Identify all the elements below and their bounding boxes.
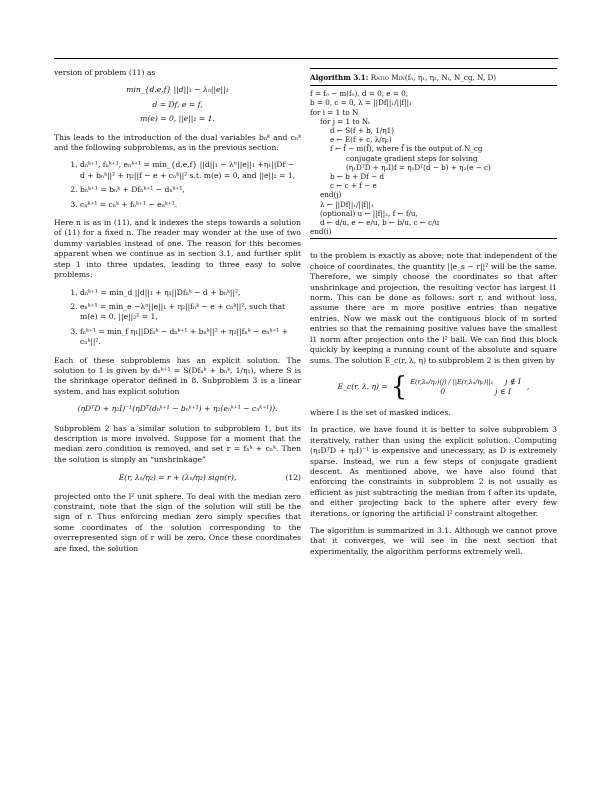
intro-text: version of problem (11) as xyxy=(54,68,156,77)
algorithm-box xyxy=(310,68,557,239)
equation-12-body: E(r, λₙ/η₂) = r + (λₙ/η₂) sign(r), xyxy=(118,473,237,483)
list-item: 2. eₙᵏ⁺¹ = min_e −λⁿ||e||₁ + η₂||fₙᵏ − e + cₙᵏ||², such that m(e) = 0, ||e||₂² = 1, xyxy=(80,302,301,323)
equation-constraint-2: m(e) = 0, ||e||₂ = 1. xyxy=(140,114,215,124)
case-row xyxy=(410,387,521,397)
algorithm-line: conjugate gradient steps for solving xyxy=(346,153,478,163)
algorithm-line: c ← c + f − e xyxy=(330,181,377,191)
algorithm-line: λ ← ||Df||₁/||f||₁ xyxy=(320,199,374,209)
paragraph-each: Each of these subproblems has an explicit solution. The solution to 1 is given by dₙᵏ⁺¹ = S(Dfₙᵏ + bₙᵏ, 1/η₁), where S is the shrinkage operator defined in 8. Subproblem 3 is a linear system, and has explicit solution xyxy=(54,355,301,396)
equation-cases xyxy=(310,371,557,402)
case-value: E(r,λₙ/η₂)(j) / ||E(r,λₙ/η₂)||₂ xyxy=(410,377,494,386)
case-value: 0 xyxy=(440,386,446,396)
algorithm-name: Ratio Min xyxy=(370,73,405,82)
paragraph-dual: This leads to the introduction of the dual variables bₙᵏ and cₙᵏ and the following subproblems, as in the previous section: xyxy=(54,132,301,153)
algorithm-args: (f₀, η₁, η₂, Nₜ, N_cg, N, D) xyxy=(404,73,497,82)
algorithm-line: d ← S(f + b, 1/η1) xyxy=(330,126,395,136)
list-item: 2. bₙᵏ⁺¹ = bₙᵏ + Dfₙᵏ⁺¹ − dₙᵏ⁺¹, xyxy=(80,185,301,195)
cases-rows xyxy=(410,377,521,398)
paragraph-here: Here n is as in (11), and k indexes the steps towards a solution of (11) for a fixed n. The reader may wonder at the use of two dummy variables instead of one. The reason for this becomes apparent when we continue as in section 3.1, and further split step 1 into three updates, leading to three easy to solve problems: xyxy=(54,218,301,280)
equation-linear-system: (ηDᵀD + η₂I)⁻¹(ηDᵀ(dₙᵏ⁺¹ − bₙᵏ⁺¹) + η₂(eₙᵏ⁺¹ − cₙᵏ⁺¹)). xyxy=(77,404,278,414)
equation-12 xyxy=(54,473,301,483)
right-column xyxy=(310,68,557,564)
cases-lhs: E_c(r, λ, η) = xyxy=(337,381,388,391)
paragraph-subproblem-2: Subproblem 2 has a similar solution to subproblem 1, but its description is more involved. Suppose for a moment that the median zero condition is removed, and set r = fₙᵏ + cₙᵏ. Then the solution is simply an “unshrinkage” xyxy=(54,423,301,464)
equation-number: (12) xyxy=(285,473,301,483)
algorithm-line: for j = 1 to Nₜ xyxy=(320,116,370,126)
header-rule xyxy=(54,58,558,59)
algorithm-line: d ← d/u, e ← e/u, b ← b/u, c ← c/u xyxy=(320,218,440,228)
algorithm-line: e ← E(f + c, λ/η₂) xyxy=(330,135,392,145)
list-item: 1. dₙᵏ⁺¹, fₙᵏ⁺¹, eₙᵏ⁺¹ = min_{d,e,f} ||d||₁ − λⁿ||e||₁ +η₁||Df − d + bₙᵏ||² + η₂||f − e + cₙᵏ||² s.t. m(e) = 0, and ||e||₂ = 1, xyxy=(80,160,301,181)
paragraph-masked: where I is the set of masked indices. xyxy=(310,407,451,417)
list-item: 1. dₙᵏ⁺¹ = min_d ||d||₁ + η₁||Dfₙᵏ − d + bₙᵏ||², xyxy=(80,288,301,298)
algorithm-title xyxy=(310,71,557,86)
cases-end: , xyxy=(526,381,530,391)
left-brace-icon: { xyxy=(390,371,408,402)
algorithm-line: f ← f̄ − m(f̄), where f̄ is the output of N_cg xyxy=(330,144,483,154)
paragraph-continued: to the problem is exactly as above; note that independent of the choice of coordinates, the quantity ||e_s − r||² will be the same. Therefore, we simply choose the coordinates so that after unshrinkage and projection, the resulting vector has largest l1 norm. This can be done as follows: sort r, and without loss, assume there are m more positive entries than negative entries. Now we mask out the contiguous block of m sorted entries so that the remaining positive values have the smallest l1 norm after projection onto the l² ball. We can find this block quickly by keeping a running count of the absolute and square sums. The solution E_c(r, λ, η) to subproblem 2 is then given by xyxy=(310,251,557,365)
case-condition: j ∉ I xyxy=(505,376,521,386)
algorithm-body xyxy=(310,89,557,236)
case-row xyxy=(410,377,521,387)
paragraph-summary: The algorithm is summarized in 3.1. Although we cannot prove that it converges, we will see in the next section that experimentally, the algorithm performs extremely well. xyxy=(310,525,557,556)
left-column xyxy=(54,68,301,561)
paragraph-practice: In practice, we have found it is better to solve subproblem 3 iteratively, rather than using the explicit solution. Computing (η₁DᵀD + η₂I)⁻¹ is expensive and unecessary, as D is extremely sparse. Instead, we run a few steps of conjugate gradient descent. As mentioned above, we have also found that enforcing the constraints in subproblem 2 is not usually as efficient as just subtracting the median from f after its update, and either projecting back to the sphere after every few iterations, or ignoring the artificial l² constraint altogether. xyxy=(310,425,557,518)
algorithm-line: f = f₀ − m(f₀), d = 0, e = 0, xyxy=(310,89,408,99)
equation-constraint-1: d = Df, e = f, xyxy=(152,99,203,109)
list-item: 3. cₙᵏ⁺¹ = cₙᵏ + fₙᵏ⁺¹ − eₙᵏ⁺¹. xyxy=(80,200,301,210)
subproblem-list-1 xyxy=(54,160,301,210)
algorithm-label: Algorithm 3.1: xyxy=(310,73,369,82)
algorithm-line: (η₁DᵀD + η₂I)f = η₁Dᵀ(d − b) + η₂(e − c) xyxy=(346,162,491,172)
algorithm-line: end(i) xyxy=(310,227,332,237)
algorithm-line: b = 0, c = 0, λ = ||Df||₁/||f||₁ xyxy=(310,98,412,108)
list-item: 3. fₙᵏ⁺¹ = min_f η₁||Dfₙᵏ − dₙᵏ⁺¹ + bₙᵏ||² + η₂||fₙᵏ − eₙᵏ⁺¹ + cₙᵏ||². xyxy=(80,327,301,348)
case-condition: j ∈ I xyxy=(495,386,511,396)
algorithm-line: b ← b + Df − d xyxy=(330,172,385,182)
algorithm-line: end(j) xyxy=(320,190,342,200)
equation-min: min_{d,e,f} ||d||₁ − λₙ||e||₁ xyxy=(126,85,229,95)
subproblem-list-2 xyxy=(54,288,301,348)
algorithm-line: (optional) u ← ||f||₂, f ← f/u, xyxy=(320,208,418,218)
algorithm-line: for i = 1 to N xyxy=(310,107,359,117)
paragraph-projected: projected onto the l² unit sphere. To deal with the median zero constraint, note that the sign of the solution will still be the sign of r. Thus enforcing median zero simply specifies that some coordinates of the solution corresponding to the overrepresented sign of r will be zero. Once these coordinates are fixed, the solution xyxy=(54,491,301,553)
